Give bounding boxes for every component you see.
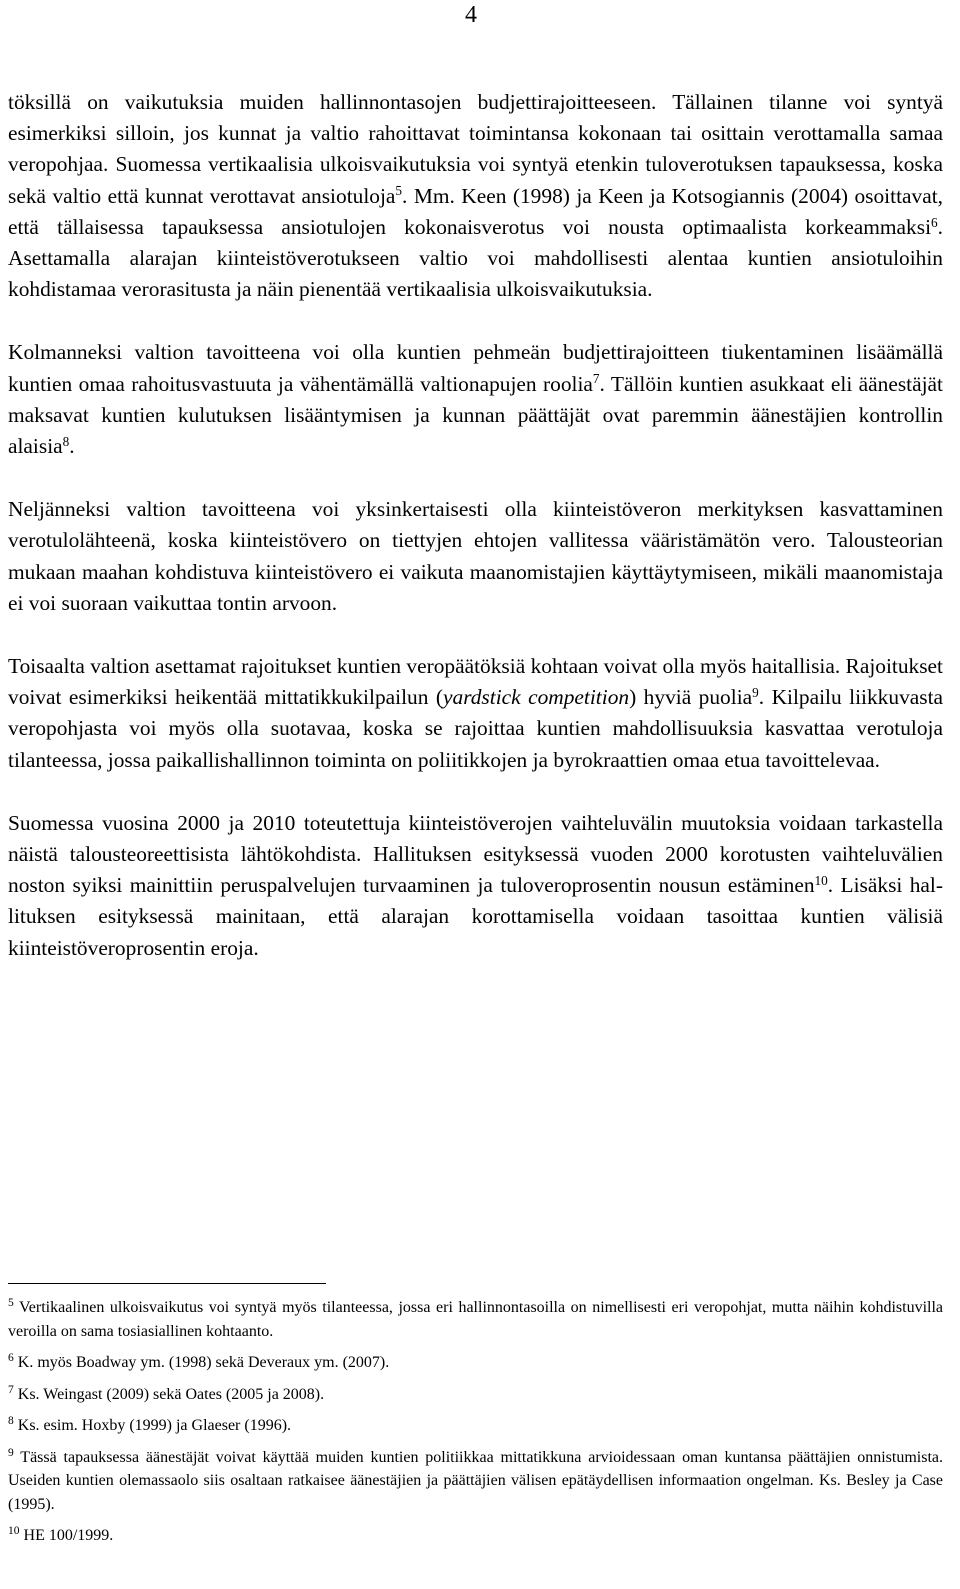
footnote-number: 7 [8, 1383, 14, 1396]
page-number: 4 [465, 2, 477, 28]
paragraph [8, 651, 943, 776]
text-run: Suomessa vuosina 2000 ja 2010 toteutettuja kiinteistöverojen vaihteluvälin muutoksia voidaan tarkastella näistä talousteoreettisista lähtökohdista. Hallituksen esityksessä vuoden 2000 korotusten vaihteluvälien noston syiksi mainittiin peruspalvelujen turvaaminen ja tuloveroprosentin nousun estäminen [8, 810, 943, 898]
footnote-text: Ks. esim. Hoxby (1999) ja Glaeser (1996). [13, 1417, 292, 1434]
text-run: Neljänneksi valtion tavoitteena voi yksinkertaisesti olla kiinteistöveron merkityksen kasvattaminen verotulolähteenä, koska kiinteistövero on tiettyjen ehtojen vallitessa vääristämätön vero. Talousteorian mukaan maahan kohdistuva kiinteistövero ei vaikuta maanomistajien käyttäytymiseen, mikäli maanomistaja ei voi suoraan vaikuttaa tontin arvoon. [8, 497, 943, 615]
text-run: . [69, 434, 75, 459]
footnote-reference: 5 [395, 183, 403, 199]
footnote-text: K. myös Boadway ym. (1998) sekä Deveraux ym. (2007). [13, 1354, 390, 1371]
paragraph [8, 87, 943, 305]
footnote-reference: 6 [931, 214, 938, 230]
text-run: ) hyviä puolia [629, 685, 753, 710]
text-run: . Kilpailu liikkuvasta veropohjasta voi myös olla suotavaa, koska se rajoittaa kuntien mahdollisuuksia kasvattaa verotuloja tilanteessa, jossa paikallishallinnon toiminta on poliitikkojen ja byrokraattien omaa etua tavoittelevaa. [8, 685, 944, 772]
footnote-reference: 8 [62, 433, 70, 449]
footnote [8, 1351, 943, 1375]
footnote-text: HE 100/1999. [19, 1527, 114, 1544]
body-text [8, 87, 943, 996]
footnote-text: Tässä tapauksessa äänestäjät voivat käyttää muiden kuntien politiikkaa mittatikkuna arvioidessaan oman kuntansa päättäjien onnistumista. Useiden kuntien olemassaolo siis osaltaan ratkaisee äänestäjien ja päättäjien välisen epätäydellisen informaation ongelman. Ks. Besley ja Case (1995). [8, 1448, 943, 1513]
text-run: Toisaalta valtion asettamat rajoitukset kuntien veropäätöksiä kohtaan voivat olla myös haitallisia. Rajoitukset voivat esimerkiksi heikentää mittatikkukilpailun ( [8, 654, 943, 710]
paragraph [8, 337, 943, 462]
text-run: . Mm. Keen (1998) ja Keen ja Kotsogiannis (2004) osoittavat, että tällaisessa tapauksessa ansiotulojen kokonaisverotus voi nousta optimaalista korkeammaksi [8, 183, 943, 239]
paragraph [8, 494, 943, 619]
footnote-number: 9 [8, 1446, 14, 1459]
footnote-reference: 7 [592, 371, 600, 387]
footnote-number: 8 [8, 1415, 14, 1428]
emphasis-text: yardstick competition [443, 685, 630, 710]
footnotes [8, 1296, 943, 1556]
footnote-separator [8, 1283, 326, 1284]
footnote [8, 1524, 943, 1548]
footnote-reference: 9 [752, 684, 759, 700]
footnote-number: 6 [8, 1352, 14, 1365]
footnote [8, 1383, 943, 1407]
text-run: Kolmanneksi valtion tavoitteena voi olla kuntien pehmeän budjettirajoitteen tiukentaminen lisäämällä kuntien omaa rahoitusvastuuta ja vähentämällä valtionapujen roolia [8, 340, 943, 396]
footnote-reference: 10 [814, 872, 828, 888]
footnote-number: 5 [8, 1297, 14, 1310]
footnote [8, 1414, 943, 1438]
footnote-text: Ks. Weingast (2009) sekä Oates (2005 ja 2008). [13, 1385, 325, 1403]
footnote [8, 1296, 943, 1343]
footnote-number: 10 [8, 1525, 20, 1538]
text-run: . Asettamalla alarajan kiinteistöverotukseen valtio voi mahdollisesti alentaa kuntien ansiotuloihin kohdistamaa verorasitusta ja näin pienentää vertikaalisia ulkoisvaikutuksia. [8, 214, 943, 302]
footnote [8, 1446, 943, 1517]
footnote-text: Vertikaalinen ulkoisvaikutus voi syntyä myös tilanteessa, jossa eri hallinnontasoilla on nimellisesti eri veropohjat, mutta näihin kohdistuvilla veroilla on sama tosiasiallinen kohtaanto. [8, 1299, 943, 1340]
text-run: töksillä on vaikutuksia muiden hallinnontasojen budjettirajoitteeseen. Tällainen tilanne voi syntyä esimerkiksi silloin, jos kunnat ja valtio rahoittavat toimintansa kokonaan tai osittain verottamalla samaa veropohjaa. Suomessa vertikaalisia ulkoisvaikutuksia voi syntyä etenkin tuloverotuksen tapauksessa, koska sekä valtio että kunnat verottavat ansiotuloja [8, 90, 943, 208]
text-run: . Lisäksi hallituksen esityksessä mainitaan, että alarajan korottamisella voidaan tasoittaa kuntien välisiä kiinteistöveroprosentin eroja. [8, 873, 943, 960]
paragraph [8, 808, 943, 964]
text-run: . Tällöin kuntien asukkaat eli äänestäjät maksavat kuntien kulutuksen lisääntymisen ja kunnan päättäjät ovat paremmin äänestäjien kontrollin alaisia [8, 371, 943, 459]
